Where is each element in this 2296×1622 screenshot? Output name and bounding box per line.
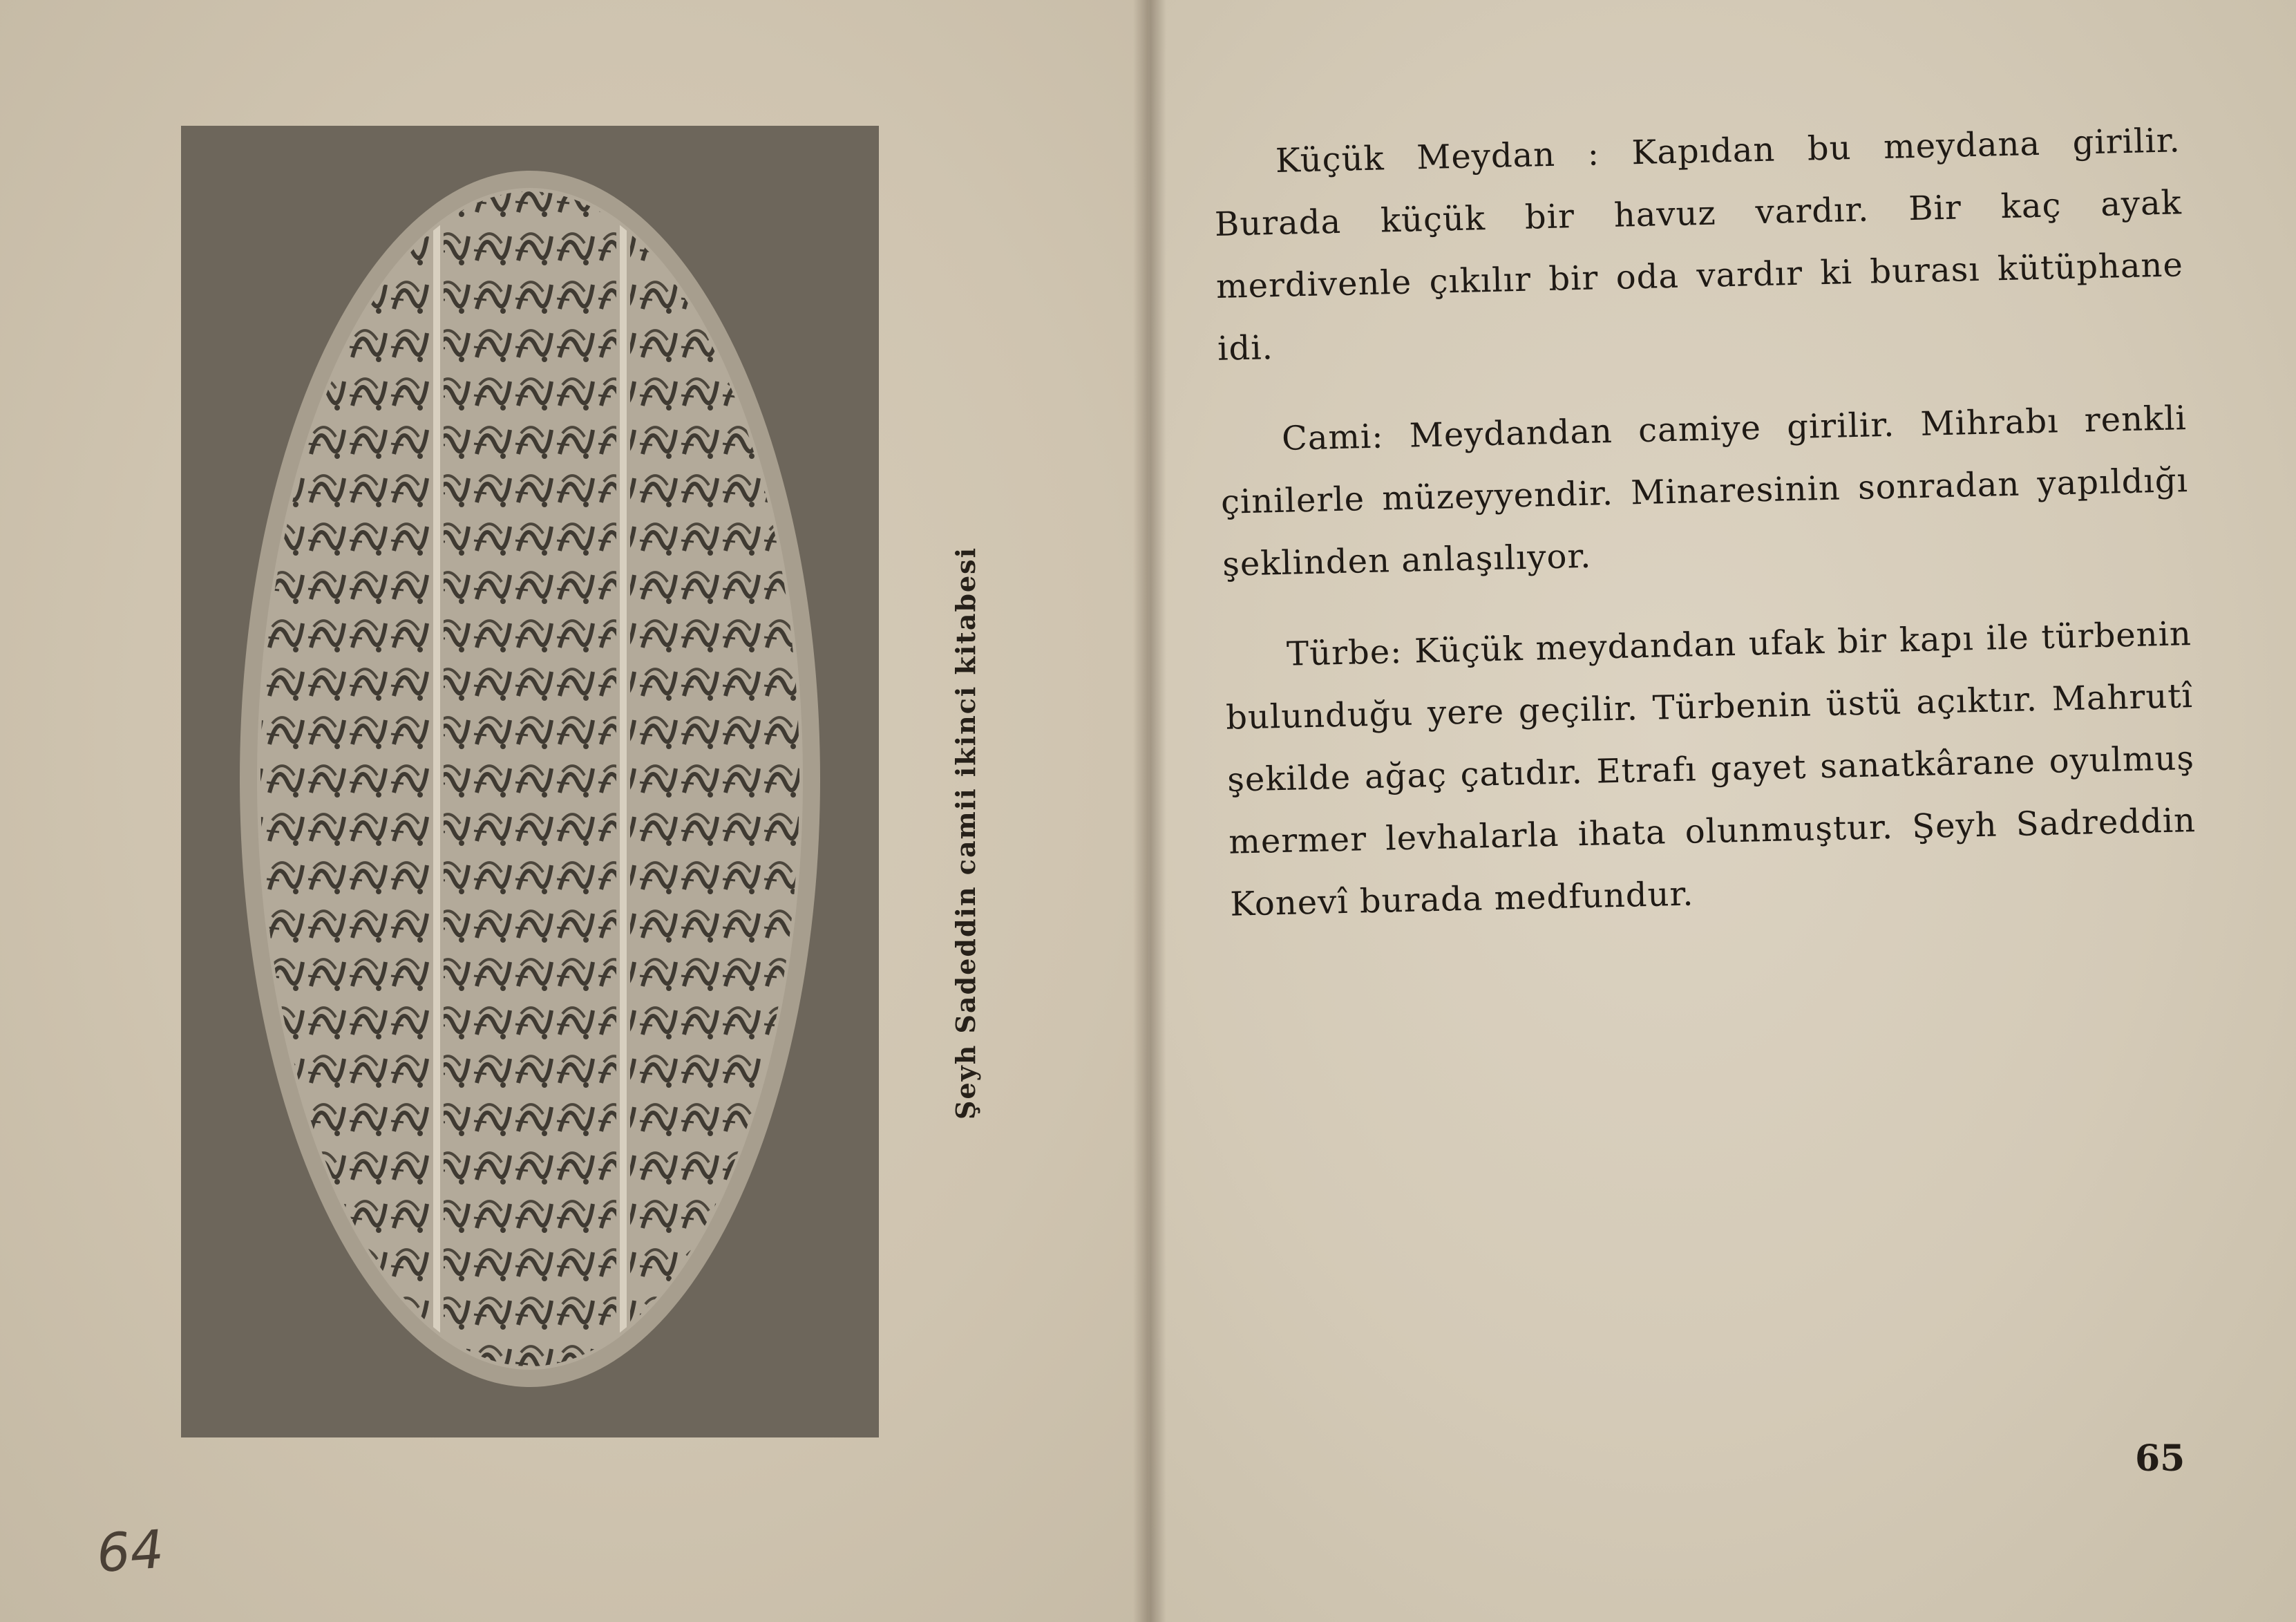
body-text [1213, 109, 2199, 964]
handwritten-page-number: 64 [95, 1518, 166, 1585]
page-number: 65 [2135, 1437, 2185, 1480]
paragraph-kucuk-meydan: Küçük Meydan : Kapıdan bu meydana girilir. Burada küçük bir havuz vardır. Bir kaç ayak merdivenle çıkılır bir oda vardır ki burası kütüphane idi. [1214, 121, 2184, 368]
inscription-photo [181, 126, 879, 1437]
paragraph-cami: Cami: Meydandan camiye girilir. Mihrabı renkli çinilerle müzeyyendir. Minaresinin sonradan yapıldığı şeklinden anlaşılıyor. [1220, 399, 2189, 584]
photo-caption: Şeyh Sadeddin camii ikinci kitabesi [950, 546, 981, 1120]
paragraph-turbe: Türbe: Küçük meydandan ufak bir kapı ile türbenin bulunduğu yere geçilir. Türbenin üstü açıktır. Mahrutî şekilde ağaç çatıdır. Etrafı gayet sanatkârane oyulmuş mermer levhalarla ihata olunmuştur. Şeyh Sadreddin Konevî burada medfundur. [1225, 614, 2197, 924]
book-gutter [1133, 0, 1166, 1622]
inscription-tablet-image [181, 126, 879, 1437]
